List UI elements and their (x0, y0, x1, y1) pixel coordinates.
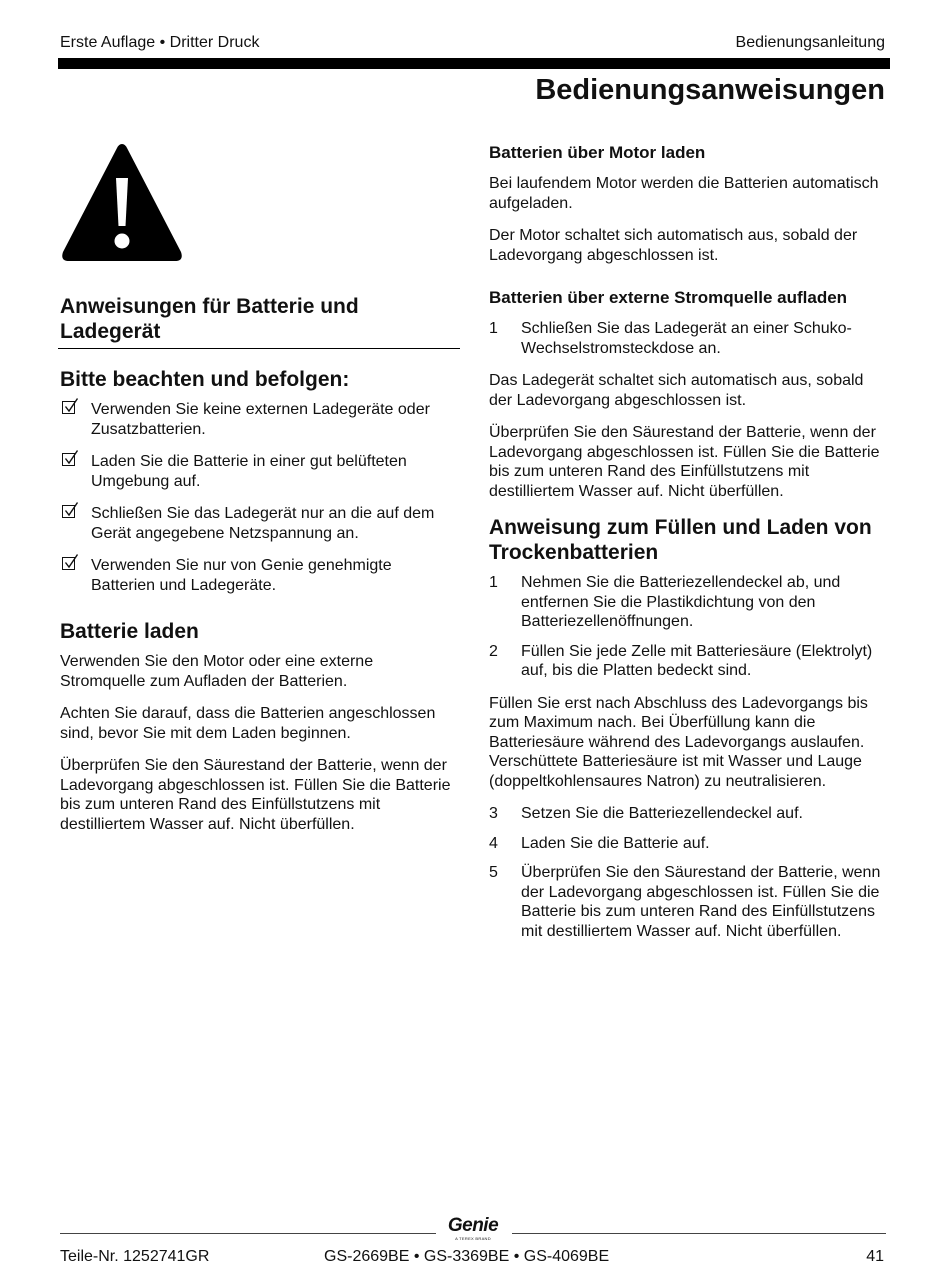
checklist-item-text: Verwenden Sie nur von Genie genehmigte Batterien und Ladegeräte. (91, 557, 392, 594)
paragraph: Der Motor schaltet sich automatisch aus, sobald der Ladevorgang abgeschlossen ist. (489, 227, 858, 264)
step-number: 4 (489, 834, 498, 852)
footer-rule-left (60, 1233, 436, 1234)
motor-heading: Batterien über Motor laden (489, 143, 706, 162)
extern-heading: Batterien über externe Stromquelle aufladen (489, 288, 848, 307)
page-number: 41 (866, 1248, 884, 1265)
step-number: 2 (489, 642, 498, 660)
step-item (489, 834, 889, 854)
step-text: Schließen Sie das Ladegerät an einer Schuko-Wechselstromsteckdose an. (521, 320, 852, 357)
beachten-heading: Bitte beachten und befolgen: (60, 368, 350, 391)
logo-wordmark: Genie (447, 1215, 499, 1236)
step-item (489, 642, 889, 681)
paragraph: Achten Sie darauf, dass die Batterien angeschlossen sind, bevor Sie mit dem Laden beginnen. (60, 705, 436, 742)
batterie-laden-heading: Batterie laden (60, 620, 199, 643)
paragraph: Überprüfen Sie den Säurestand der Batterie, wenn der Ladevorgang abgeschlossen ist. Füllen Sie die Batterie bis zum unteren Rand des Einfüllstutzens mit destilliertem Wasser auf. Nicht überfüllen. (60, 757, 451, 833)
step-text: Laden Sie die Batterie auf. (521, 834, 710, 852)
checklist-item (60, 452, 460, 491)
right-column (489, 142, 889, 954)
step-number: 1 (489, 320, 498, 337)
paragraph: Verwenden Sie den Motor oder eine externe Stromquelle zum Aufladen der Batterien. (60, 653, 374, 690)
part-number: Teile-Nr. 1252741GR (60, 1248, 210, 1265)
header-left: Erste Auflage • Dritter Druck (60, 34, 260, 51)
header-bar (58, 58, 890, 69)
step-item (489, 573, 889, 632)
heading-rule (58, 348, 460, 349)
paragraph: Bei laufendem Motor werden die Batterien automatisch aufgeladen. (489, 175, 879, 212)
paragraph: Überprüfen Sie den Säurestand der Batterie, wenn der Ladevorgang abgeschlossen ist. Füllen Sie die Batterie bis zum unteren Rand des Einfüllstutzens mit destilliertem Wasser auf. Nicht überfüllen. (489, 424, 880, 500)
checklist-item-text: Verwenden Sie keine externen Ladegeräte oder Zusatzbatterien. (91, 401, 430, 438)
page-title: Bedienungsanweisungen (535, 74, 885, 106)
checklist-item-text: Schließen Sie das Ladegerät nur an die auf dem Gerät angegebene Netzspannung an. (91, 505, 435, 542)
model-numbers: GS-2669BE • GS-3369BE • GS-4069BE (324, 1248, 610, 1265)
extern-steps (489, 319, 889, 358)
step-item (489, 863, 889, 941)
step-number: 3 (489, 805, 498, 822)
logo-tagline: A TEREX BRAND (455, 1236, 491, 1241)
paragraph: Das Ladegerät schaltet sich automatisch aus, sobald der Ladevorgang abgeschlossen ist. (489, 372, 864, 409)
checkbox-checked-icon (62, 401, 75, 414)
genie-logo (441, 1216, 505, 1241)
warning-triangle-icon (60, 140, 184, 264)
step-text: Füllen Sie jede Zelle mit Batteriesäure (Elektrolyt) auf, bis die Platten bedeckt sind. (521, 642, 873, 679)
checklist-item (60, 504, 460, 543)
checkbox-checked-icon (62, 557, 75, 570)
checklist-item (60, 400, 460, 439)
step-number: 1 (489, 574, 498, 591)
footer-rule-right (512, 1233, 886, 1234)
step-text: Nehmen Sie die Batteriezellendeckel ab, und entfernen Sie die Plastikdichtung von den Batteriezellenöffnungen. (521, 574, 841, 630)
checkbox-checked-icon (62, 453, 75, 466)
trocken-steps-b (489, 804, 889, 941)
battery-charger-heading: Anweisungen für Batterie und Ladegerät (60, 295, 359, 343)
step-number: 5 (489, 864, 498, 881)
step-item (489, 319, 889, 358)
checklist (60, 400, 460, 595)
left-column (60, 140, 460, 847)
step-item (489, 804, 889, 824)
checklist-item-text: Laden Sie die Batterie in einer gut belüfteten Umgebung auf. (91, 453, 407, 490)
trocken-steps-a (489, 573, 889, 681)
checklist-item (60, 556, 460, 595)
checkbox-checked-icon (62, 505, 75, 518)
trocken-heading: Anweisung zum Füllen und Laden von Trockenbatterien (489, 516, 872, 564)
paragraph: Füllen Sie erst nach Abschluss des Ladevorgangs bis zum Maximum nach. Bei Überfüllung kann die Batteriesäure während des Ladevorgangs auslaufen. Verschüttete Batteriesäure ist mit Wasser und Lauge (doppeltkohlensaures Natron) zu neutralisieren. (489, 694, 868, 790)
step-text: Setzen Sie die Batteriezellendeckel auf. (521, 805, 803, 822)
header-right: Bedienungsanleitung (735, 34, 885, 51)
step-text: Überprüfen Sie den Säurestand der Batterie, wenn der Ladevorgang abgeschlossen ist. Füllen Sie die Batterie bis zum unteren Rand des Einfüllstutzens mit destilliertem Wasser auf. Nicht überfüllen. (521, 864, 881, 940)
